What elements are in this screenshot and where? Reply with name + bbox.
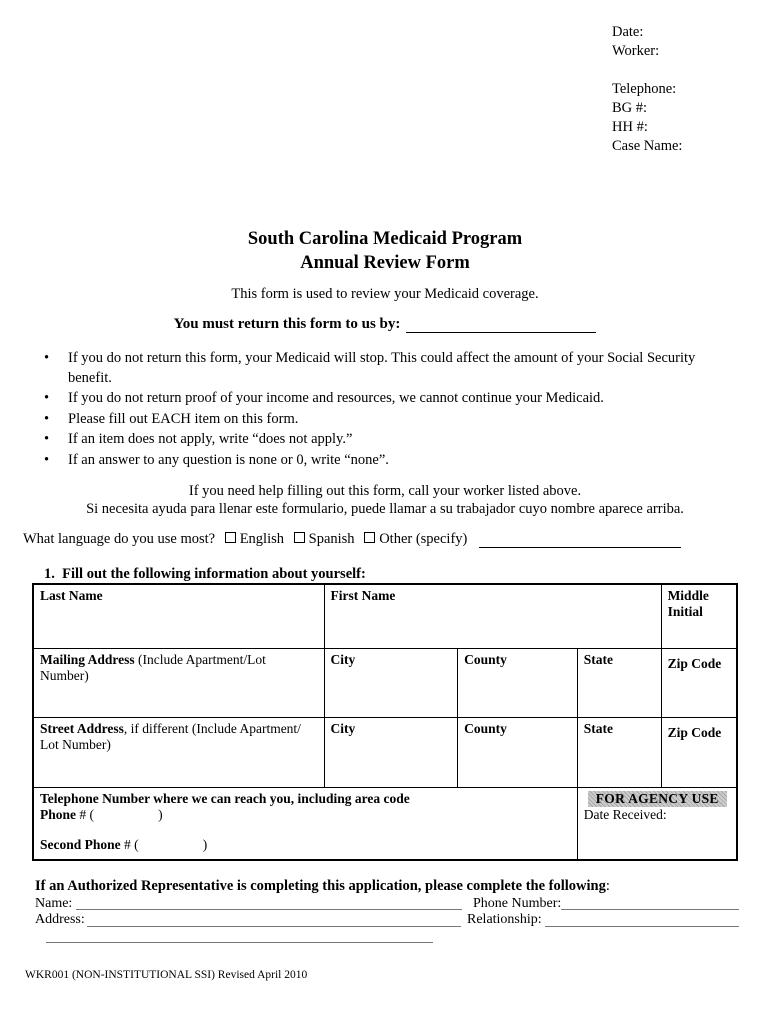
rep-relationship-field[interactable]: [545, 926, 739, 927]
bg-label: BG #:: [612, 100, 648, 116]
worker-label: Worker:: [612, 43, 660, 59]
form-footer: WKR001 (NON-INSTITUTIONAL SSI) Revised April 2010: [25, 969, 308, 981]
bullet-icon: •: [44, 390, 50, 406]
bullet-icon: •: [44, 350, 50, 366]
street-address-note: , if different (Include Apartment/ Lot Number): [40, 720, 301, 752]
page-title: South Carolina Medicaid Program: [247, 229, 523, 249]
spanish-option-label: Spanish: [308, 531, 355, 547]
other-language-field[interactable]: [479, 534, 681, 548]
street-address-label: Street Address: [40, 720, 124, 736]
case-name-label: Case Name:: [612, 138, 683, 154]
list-item: • Please fill out EACH item on this form.: [34, 410, 734, 430]
english-option-label: English: [239, 531, 285, 547]
rep-address-label: Address:: [35, 912, 85, 927]
street-county-cell[interactable]: [458, 717, 578, 787]
mailing-address-cell[interactable]: [33, 648, 324, 717]
agency-use-cell: [577, 787, 737, 860]
return-deadline-label: You must return this form to us by:: [173, 316, 401, 332]
state-label: State: [583, 720, 614, 736]
mailing-address-label: Mailing Address: [40, 651, 135, 667]
last-name-label: Last Name: [40, 588, 103, 603]
header-info: [612, 23, 682, 156]
city-label: City: [330, 651, 356, 667]
list-item: • If you do not return this form, your Medicaid will stop. This could affect the amount of your Social Security benefit.: [44, 350, 696, 386]
rep-address-field-line2[interactable]: [46, 942, 433, 943]
instructions-list: [34, 349, 734, 470]
representative-heading: If an Authorized Representative is completing this application, please complete the following:: [35, 878, 610, 894]
street-address-cell[interactable]: [33, 717, 324, 787]
bullet-icon: •: [44, 451, 50, 468]
help-text-english: If you need help filling out this form, call your worker listed above.: [188, 483, 582, 499]
middle-initial-cell[interactable]: [661, 584, 737, 648]
language-question: [23, 531, 681, 548]
bullet-icon: •: [44, 431, 50, 447]
first-name-label: First Name: [330, 588, 396, 603]
bullet-icon: •: [44, 410, 50, 427]
rep-name-label: Name:: [35, 896, 73, 911]
telephone-cell[interactable]: [33, 787, 577, 860]
mailing-county-cell[interactable]: [458, 648, 578, 717]
street-state-cell[interactable]: [577, 717, 661, 787]
date-received-label: Date Received:: [583, 806, 667, 822]
mailing-address-note: (Include Apartment/Lot Number): [40, 651, 266, 683]
street-zip-cell[interactable]: [661, 717, 737, 787]
list-item: • If you do not return proof of your income and resources, we cannot continue your Medicaid.: [34, 389, 734, 409]
telephone-label: Telephone:: [612, 81, 677, 97]
page-subtitle: Annual Review Form: [300, 253, 470, 273]
intro-text: This form is used to review your Medicaid coverage.: [231, 286, 539, 302]
rep-phone-label: Phone Number:: [473, 896, 562, 911]
return-date-field[interactable]: [406, 318, 596, 333]
state-label: State: [583, 651, 614, 667]
list-item: • If an answer to any question is none or 0, write “none”.: [34, 451, 734, 471]
telephone-heading: Telephone Number where we can reach you, including area code: [40, 790, 410, 806]
help-text-spanish: Si necesita ayuda para llenar este formulario, puede llamar a su trabajador cuyo nombre aparece arriba.: [86, 501, 684, 517]
mailing-city-cell[interactable]: [324, 648, 458, 717]
zip-label: Zip Code: [667, 655, 722, 671]
date-label: Date:: [612, 24, 644, 40]
other-option-label: Other (specify): [379, 531, 468, 547]
personal-info-table: [32, 583, 738, 861]
mailing-zip-cell[interactable]: [661, 648, 737, 717]
rep-phone-field[interactable]: [561, 909, 739, 910]
second-phone-field[interactable]: # ( ): [120, 836, 208, 852]
last-name-cell[interactable]: [33, 584, 324, 648]
language-question-label: What language do you use most?: [23, 531, 216, 547]
spanish-checkbox[interactable]: [294, 532, 305, 543]
phone-label: Phone: [40, 806, 77, 822]
middle-initial-label: Middle Initial: [667, 588, 709, 619]
rep-name-field[interactable]: [76, 909, 462, 910]
county-label: County: [464, 651, 507, 667]
first-name-cell[interactable]: [324, 584, 661, 648]
list-item: • If an item does not apply, write “does not apply.”: [34, 430, 734, 450]
return-deadline: [0, 316, 770, 333]
rep-address-field[interactable]: [87, 926, 461, 927]
phone-field[interactable]: # ( ): [76, 806, 163, 822]
rep-relationship-label: Relationship:: [467, 912, 542, 927]
zip-label: Zip Code: [667, 724, 722, 740]
agency-use-banner: FOR AGENCY USE: [588, 791, 727, 807]
second-phone-label: Second Phone: [40, 836, 121, 852]
mailing-state-cell[interactable]: [577, 648, 661, 717]
section-1-heading: 1. Fill out the following information about yourself:: [44, 566, 366, 582]
county-label: County: [464, 720, 507, 736]
english-checkbox[interactable]: [225, 532, 236, 543]
other-checkbox[interactable]: [364, 532, 375, 543]
hh-label: HH #:: [612, 119, 648, 135]
city-label: City: [330, 720, 356, 736]
street-city-cell[interactable]: [324, 717, 458, 787]
